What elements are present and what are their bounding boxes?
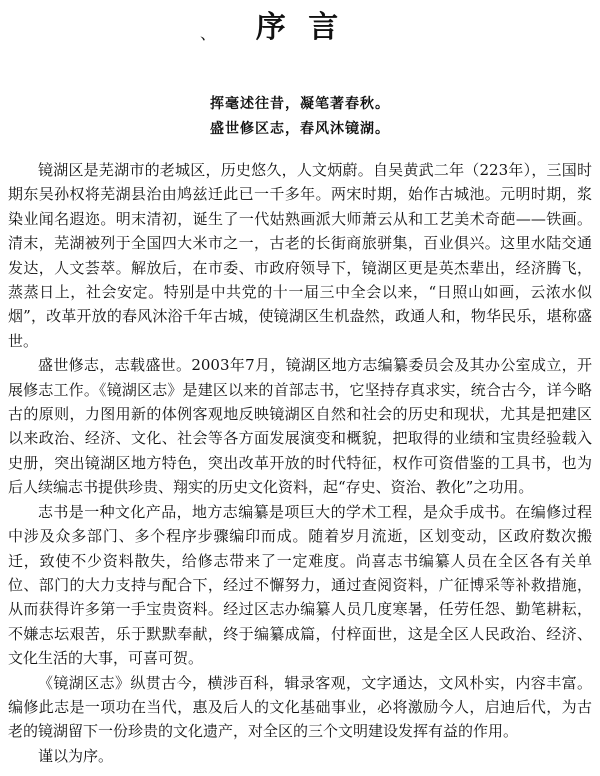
page-title: 序 言 [255, 10, 345, 45]
paragraph-3: 志书是一种文化产品，地方志编纂是项巨大的学术工程，是众手成书。在编修过程中涉及众多部门、多个程序步骤编印而成。随着岁月流逝，区划变动，区政府数次搬迁，致使不少资料散失，给修志带来了一定难度。尚喜志书编纂人员在全区各有关单位、部门的大力支持与配合下，经过不懈努力，通过查阅资料，广征博采等补救措施，从而获得许多第一手宝贵资料。经过区志办编纂人员几度寒暑，任劳任怨、勤笔耕耘，不嫌志坛艰苦，乐于默默奉献，终于编纂成篇，付梓面世，这是全区人民政治、经济、文化生活的大事，可喜可贺。 [8, 502, 592, 668]
paragraph-closing: 谨以为序。 [38, 746, 114, 765]
poem-line-2: 盛世修区志，春风沐镜湖。 [210, 121, 390, 137]
paragraph-2: 盛世修志，志载盛世。2003年7月，镜湖区地方志编纂委员会及其办公室成立，开展修志工作。《镜湖区志》是建区以来的首部志书，它坚持存真求实，统合古今，详今略古的原则，力图用新的体例客观地反映镜湖区自然和社会的历史和现状，尤其是把建区以来政治、经济、文化、社会等各方面发展演变和概貌，把取得的业绩和宝贵经验载入史册，突出镜湖区地方特色，突出改革开放的时代特征，权作可资借鉴的工具书，也为后人续编志书提供珍贵、翔实的历史文化资料，起“存史、资治、教化”之功用。 [8, 356, 592, 497]
paragraph-4: 《镜湖区志》纵贯古今，横涉百科，辑录客观，文字通达，文风朴实，内容丰富。编修此志是一项功在当代，惠及后人的文化基础事业，必将激励今人，启迪后代，为古老的镜湖留下一份珍贵的文化遗产，对全区的三个文明建设发挥有益的作用。 [8, 673, 592, 741]
title-mark: 、 [200, 24, 217, 43]
poem-line-1: 挥毫述往昔，凝笔著春秋。 [210, 96, 390, 112]
paragraph-1: 镜湖区是芜湖市的老城区，历史悠久，人文炳蔚。自吴黄武二年（223年），三国时期东吴孙权将芜湖县治由鸠兹迁此已一千多年。两宋时期，始作古城池。元明时期，浆染业闻名遐迩。明末清初，诞生了一代姑熟画派大师萧云从和工艺美术奇葩——铁画。清末，芜湖被列于全国四大米市之一，古老的长街商旅骈集，百业俱兴。这里水陆交通发达，人文荟萃。解放后，在市委、市政府领导下，镜湖区更是英杰辈出，经济腾飞，蒸蒸日上，社会安定。特别是中共党的十一届三中全会以来，“日照山如画，云浓水似烟”，改革开放的春风沐浴千年古城，使镜湖区生机盎然，政通人和，物华民乐，堪称盛世。 [8, 161, 592, 350]
body-text [8, 158, 592, 768]
